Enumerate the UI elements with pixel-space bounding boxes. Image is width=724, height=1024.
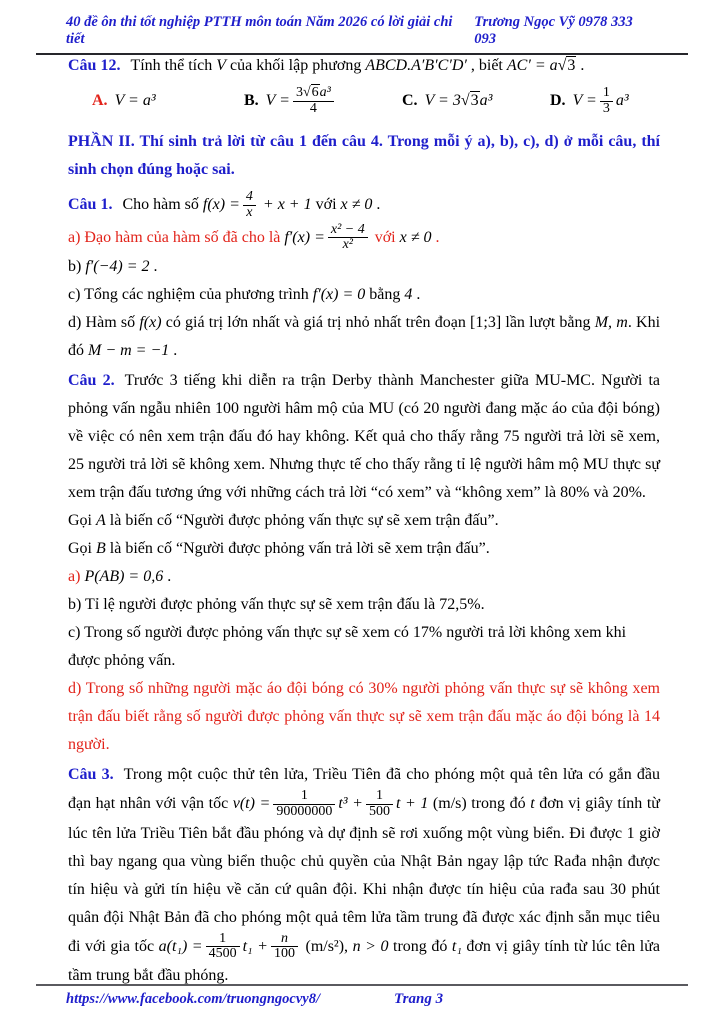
fraction-numerator: 1: [600, 86, 613, 102]
header-author-phone: Trương Ngọc Vỹ 0978 333 093: [474, 14, 633, 47]
option-c-lhs: V = 3: [424, 92, 461, 110]
text-segment: Cho hàm số: [122, 196, 203, 214]
text-segment: trong đó: [388, 937, 452, 955]
option-c: [402, 92, 550, 110]
fraction-denominator: 4: [309, 100, 317, 116]
text-segment: , biết: [466, 57, 507, 74]
text-segment: của khối lập phương: [226, 57, 366, 74]
text-segment: a) Đạo hàm của hàm số đã cho là: [68, 228, 285, 246]
sqrt-symbol: [303, 84, 320, 100]
math-segment: v(t) =: [232, 794, 271, 812]
text-segment: .: [149, 258, 158, 276]
fraction-numerator: 1: [206, 932, 240, 948]
fraction-denominator: x²: [342, 237, 353, 253]
text-segment: c) Tổng các nghiệm của phương trình: [68, 286, 313, 304]
text-segment: là biến cố “Người được phỏng vấn thực sự sẽ xem trận đấu”.: [105, 512, 499, 530]
math-segment: a³: [615, 91, 629, 109]
text-segment: .: [412, 286, 421, 304]
math-segment: A: [96, 512, 106, 530]
question-2-item-b: b) Tỉ lệ người được phỏng vấn thực sự sẽ xem trận đấu là 72,5%.: [68, 596, 485, 614]
option-b-lhs: V =: [265, 91, 290, 109]
math-segment: V: [216, 57, 226, 74]
math-segment: t₁ +: [242, 937, 268, 955]
question-2-item-c: c) Trong số người được phỏng vấn thực sự sẽ xem có 17% người trả lời không xem khi được phỏng vấn.: [68, 624, 627, 670]
question-12-options: [92, 86, 660, 116]
text-segment: .: [576, 57, 585, 74]
question-12-title: [68, 52, 660, 80]
math-segment: t₁: [451, 937, 462, 955]
fraction: [600, 86, 613, 116]
option-d-label: D.: [550, 91, 566, 109]
math-segment: ABCD.A′B′C′D′: [365, 57, 467, 74]
math-segment: M − m = −1: [88, 342, 170, 360]
math-segment: x ≠ 0: [399, 228, 432, 246]
question-2-label: Câu 2.: [68, 372, 115, 390]
text-segment: d) Hàm số: [68, 314, 140, 332]
question-2-body: [68, 367, 660, 507]
option-a-formula: V = a³: [114, 92, 156, 110]
option-c-label: C.: [402, 92, 418, 110]
question-3-label: Câu 3.: [68, 766, 114, 784]
math-segment: AC′ = a: [506, 57, 558, 74]
sqrt-symbol: [461, 91, 480, 109]
question-1-item-c: [68, 281, 660, 309]
text-segment: với: [311, 196, 341, 214]
page-content: [68, 52, 660, 990]
fraction-numerator: n: [271, 932, 298, 948]
text-segment: .: [431, 228, 440, 246]
math-segment: t³ +: [338, 794, 363, 812]
text-segment: Trước 3 tiếng khi diễn ra trận Derby thành Manchester giữa MU-MC. Người ta phỏng vấn ngẫu nhiên 100 người hâm mộ của MU (có 20 người đang mặc áo của đội bóng) về việc có nên xem trận đấu đó hay không. Kết quả cho thấy rằng 75 người trả lời sẽ xem, 25 người trả lời sẽ không xem. Nhưng thực tế cho thấy rằng tỉ lệ người hâm mộ MU thực sự xem trận đấu tương ứng với những cách trả lời “có xem” và “không xem” là 80% và 20%.: [68, 372, 660, 502]
math-segment: f′(x) =: [284, 228, 325, 246]
radical-icon: √: [557, 57, 567, 74]
sqrt-symbol: [558, 56, 577, 74]
radical-icon: √: [460, 92, 470, 110]
text-segment: Tính thể tích: [130, 57, 217, 74]
question-1-item-d: [68, 309, 660, 365]
question-2-item-a: [68, 563, 660, 591]
text-segment: với: [370, 228, 400, 246]
option-d-lhs: V =: [572, 91, 597, 109]
math-segment: t + 1: [395, 794, 429, 812]
question-1-item-a: [68, 223, 660, 253]
radicand: 3: [470, 92, 479, 110]
fraction: [206, 932, 240, 962]
fraction-numerator: 1: [273, 789, 335, 805]
text-segment: a): [68, 568, 85, 586]
page-header: [36, 12, 688, 55]
question-1-label: Câu 1.: [68, 196, 113, 214]
text-segment: b): [68, 258, 86, 276]
page-number: Trang 3: [394, 991, 444, 1007]
question-2-event-a: [68, 507, 660, 535]
option-d: [550, 86, 660, 116]
header-title: 40 đề ôn thi tốt nghiệp PTTH môn toán Năm 2026 có lời giải chi tiết: [66, 14, 453, 47]
math-segment: f(x): [139, 314, 162, 332]
text-segment: đơn vị giây tính từ lúc tên lửa tầm trung bắt đầu phóng.: [68, 937, 660, 984]
fraction-denominator: 4500: [208, 946, 237, 962]
text-segment: Trong một cuộc thử tên lửa, Triều Tiên đã cho phóng một quả tên lửa có gắn đầu đạn hạt nhân với vận tốc: [68, 766, 661, 812]
option-b-label: B.: [244, 91, 259, 109]
text-segment: có giá trị lớn nhất và giá trị nhỏ nhất trên đoạn: [161, 314, 471, 332]
option-a-label: A.: [92, 92, 108, 110]
option-b: [244, 86, 402, 116]
question-1-title: [68, 190, 660, 220]
math-segment: a(t₁) =: [158, 937, 203, 955]
question-1-item-b: [68, 253, 660, 281]
fraction: [328, 223, 368, 253]
fraction: [243, 190, 256, 220]
text-segment: .: [372, 196, 381, 214]
text-segment: . Khi đó: [68, 314, 661, 360]
math-segment: 4: [404, 286, 413, 304]
question-3-body: [68, 761, 660, 990]
math-segment: x ≠ 0: [340, 196, 373, 214]
math-segment: B: [96, 540, 106, 558]
fraction-denominator: 90000000: [276, 803, 333, 819]
fraction-denominator: 3: [602, 100, 610, 116]
math-segment: P(AB) = 0,6: [84, 568, 164, 586]
math-segment: a³: [319, 85, 331, 100]
facebook-link[interactable]: https://www.facebook.com/truongngocvy8/: [66, 991, 321, 1007]
option-a: [92, 92, 244, 110]
math-segment: t: [530, 794, 535, 812]
fraction-numerator: x² − 4: [328, 223, 368, 239]
page-footer: [36, 984, 688, 1008]
math-segment: + x + 1: [258, 196, 312, 214]
text-segment: Gọi: [68, 540, 96, 558]
unit-segment: (m/s): [428, 794, 472, 812]
fraction: [273, 789, 335, 819]
fraction: [271, 932, 298, 962]
fraction-denominator: 500: [368, 803, 390, 819]
text-segment: .: [163, 568, 172, 586]
math-segment: M, m: [594, 314, 628, 332]
text-segment: đơn vị giây tính từ lúc tên lửa Triều Tiên bắt đầu phóng và dự định sẽ rơi xuống một vùng biển. Đi được 1 giờ thì bay ngang qua vùng biển thuộc chủ quyền của Nhật Bản ngay lập tức Rađa nhận được tín hiệu và gửi tín hiệu về căn cứ quân đội. Khi nhận được tín hiệu của rađa sau 30 phút quân đội Nhật Bản đã cho phóng một quả têm lửa tầm trung đã được xác định sẵn mục tiêu đi với gia tốc: [68, 794, 660, 955]
fraction-denominator: x: [246, 205, 253, 221]
fraction-denominator: 100: [273, 946, 295, 962]
text-segment: .: [169, 342, 178, 360]
radicand: 3: [567, 57, 576, 74]
text-segment: lần lượt bằng: [501, 314, 595, 332]
text-segment: trong đó: [471, 794, 531, 812]
fraction: [293, 86, 334, 116]
text-segment: Gọi: [68, 512, 96, 530]
math-segment: a³: [479, 92, 493, 110]
unit-segment: (m/s²),: [300, 937, 353, 955]
text-segment: bằng: [365, 286, 405, 304]
fraction-numerator: 4: [243, 190, 256, 206]
part-2-instructions: PHẦN II. Thí sinh trả lời từ câu 1 đến câu 4. Trong mỗi ý a), b), c), d) ở mỗi câu, thí sinh chọn đúng hoặc sai.: [68, 133, 660, 179]
coefficient: 3: [295, 85, 303, 100]
text-segment: là biến cố “Người được phỏng vấn trả lời sẽ xem trận đấu”.: [105, 540, 490, 558]
math-segment: [1;3]: [470, 314, 502, 332]
fraction-numerator: 1: [366, 789, 393, 805]
question-2-event-b: [68, 535, 660, 563]
math-segment: f′(x) = 0: [312, 286, 366, 304]
fraction-numerator: [293, 86, 334, 102]
math-segment: n > 0: [352, 937, 389, 955]
question-2-item-d: d) Trong số những người mặc áo đội bóng có 30% người phỏng vấn thực sự sẽ không xem trận đấu biết rằng số người được phỏng vấn thực sự sẽ xem trận đấu mặc áo đội bóng là 14 người.: [68, 680, 660, 754]
fraction: [366, 789, 393, 819]
math-segment: f(x) =: [202, 196, 240, 214]
math-segment: f′(−4) = 2: [85, 258, 150, 276]
radical-icon: √: [302, 85, 311, 100]
radicand: 6: [311, 85, 319, 100]
question-12-label: Câu 12.: [68, 57, 121, 74]
